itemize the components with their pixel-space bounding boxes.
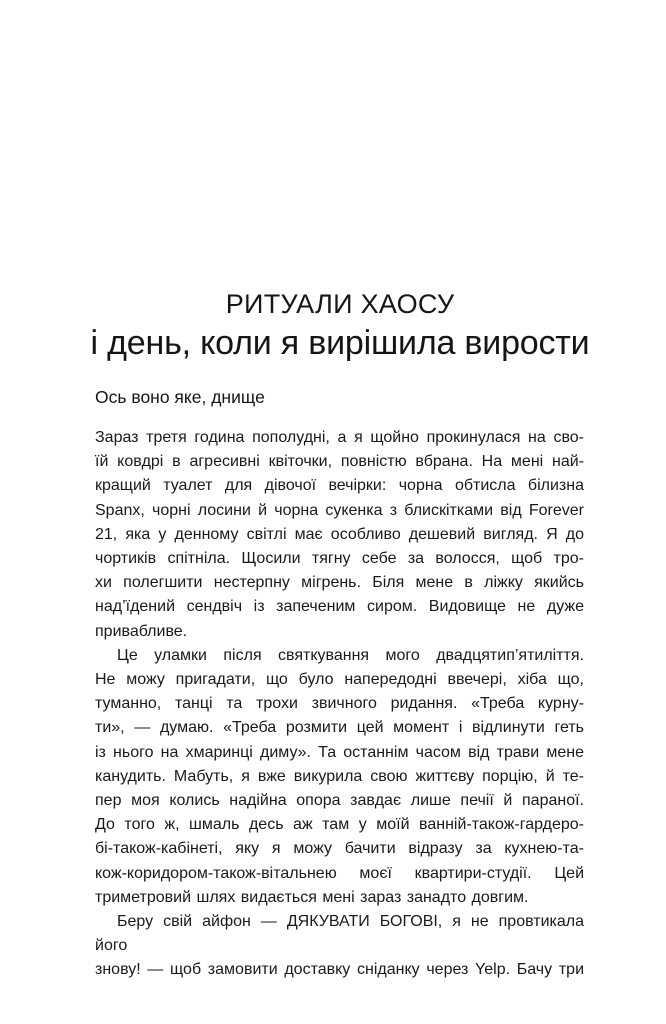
text-line: До того ж, шмаль десь аж там у моїй ванній-також-гардеро- bbox=[95, 816, 584, 834]
text-line: хи полегшити нестерпну мігрень. Біля мене в ліжку якийсь bbox=[95, 574, 584, 592]
paragraph-2 bbox=[95, 644, 584, 910]
text-line: бі-також-кабінеті, яку я можу бачити відразу за кухнею-та- bbox=[95, 840, 584, 858]
text-line: туманно, танці та трохи звичного ридання. «Треба курну- bbox=[95, 695, 584, 713]
text-line: кож-коридором-також-вітальнею моєї квартири-студії. Цей bbox=[95, 864, 584, 882]
text-line: 21, яка у денному світлі має особливо дешевий вигляд. Я до bbox=[95, 525, 584, 543]
text-line: Зараз третя година пополудні, а я щойно прокинулася на сво- bbox=[95, 429, 584, 446]
chapter-kicker: РИТУАЛИ ХАОСУ bbox=[225, 289, 455, 319]
text-line: Беру свій айфон — ДЯКУВАТИ БОГОВІ, я не провтикала його bbox=[95, 913, 584, 955]
text-line: знову! — щоб замовити доставку сніданку через Yelp. Бачу три bbox=[95, 961, 584, 979]
section-title: Ось воно яке, днище bbox=[95, 387, 265, 407]
text-line: чортиків спітніла. Щосили тягну себе за волосся, щоб тро- bbox=[95, 550, 584, 568]
text-line: над’їдений сендвіч із запеченим сиром. Видовище не дуже bbox=[95, 598, 584, 616]
text-line: триметровий шлях видається мені зараз занадто довгим. bbox=[95, 888, 529, 906]
chapter-title: і день, коли я вирішила вирости bbox=[90, 324, 590, 362]
text-line: Не можу пригадати, що було напередодні ввечері, хіба що, bbox=[95, 671, 584, 689]
text-line: Це уламки після святкування мого двадцятип’ятиліття. bbox=[117, 646, 584, 664]
text-line: кращий туалет для дівочої вечірки: чорна обтисла білизна bbox=[95, 477, 584, 495]
text-line: із нього на хмаринці диму». Та останнім часом від трави мене bbox=[95, 743, 584, 761]
paragraph-1 bbox=[95, 426, 584, 644]
text-line: Spanx, чорні лосини й чорна сукенка з блискітками від Forever bbox=[95, 501, 584, 519]
text-line: привабливе. bbox=[95, 622, 188, 640]
text-line: канудить. Мабуть, я вже викурила свою життєву порцію, й те- bbox=[95, 767, 584, 785]
text-line: їй ковдрі в агресивні квіточки, повністю вбрана. На мені най- bbox=[95, 453, 584, 471]
chapter-header bbox=[80, 288, 600, 364]
paragraph-3 bbox=[95, 910, 584, 983]
body-text bbox=[95, 426, 584, 983]
text-line: пер моя колись надійна опора завдає лише печії й параної. bbox=[95, 792, 584, 810]
text-line: ти», — думаю. «Треба розмити цей момент і відлинути геть bbox=[95, 719, 584, 737]
